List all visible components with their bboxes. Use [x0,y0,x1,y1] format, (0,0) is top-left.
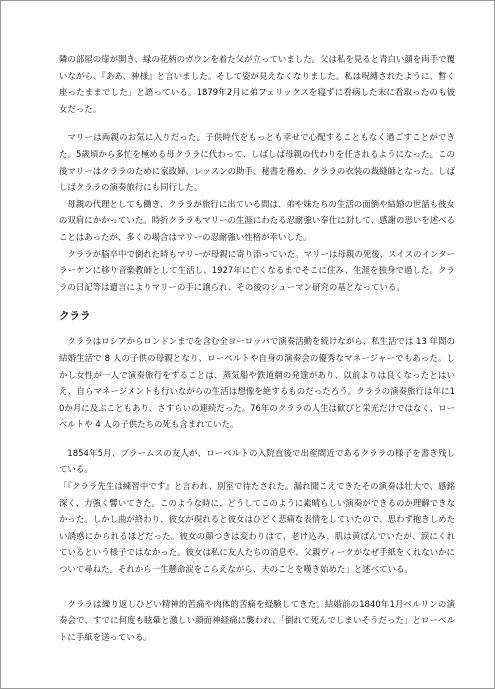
paragraph-marie-favorite: マリーは両親のお気に入りだった。子供時代をもっとも幸せで心配することもなく過ごすことができた。5歳頃から多忙を極める母クララに代わって、しばしば母親の代わりを任されるようになった。この後マリーはクララのために家政婦、レッスンの助手、秘書を務め、クララの衣装の裁縫師となった。しばしばクララの演奏旅行にも同行した。 [59,132,455,193]
paragraph-brahms-friend: 1854年5月、ブラームスの友人が、ローベルトの入院直後で出産間近であるクララの様子を書き残している。 [59,447,455,475]
paragraph-clara-suffering: クララは繰り返しひどい精神的苦痛や肉体的苦痛を経験してきた。結婚前の1840年1月ベルリンの演奏会で、すでに何度も眩暈と激しい顔面神経痛に襲われ、「倒れて死んでしまいそうだった」とローベルトに手紙を送っている。 [59,598,455,642]
paragraph-father-apparition: 隣の部屋の扉が開き、緑の花柄のガウンを着た父が立っていました。父は私を見ると青白い顔を両手で覆いながら、『ああ、神様』と言いました。そして姿が見えなくなりました。私は呪縛されたように、暫く座ったままでした」と語っている。1879年2月に弟フェリックスを寝ずに看病した末に看取ったのも彼女だった。 [59,54,455,114]
paragraph-marie-later-life: クララが脳卒中で倒れた時もマリーが母親に寄り添っていた。マリーは母親の死後、スイスのインターラーケンに移り音楽教師として生活し、1927年に亡くなるまでそこに住み、生涯を独身で過した。クララの日記等は遺言によりマリーの手に譲られ、その後のシューマン研究の基となっている。 [59,248,455,292]
paragraph-quote-practice: 「『クララ先生は練習中です』と言われ、別室で待たされた。漏れ聞こえてきたその演奏は壮大で、感銘深く、力強く響いてきた。このような時に、どうしてこのように素晴らしい演奏ができるのか理解できなかった。しかし曲が終わり、彼女が現れると彼女はひどく悲痛な表情をしていたので、思わず抱きしめたい誘惑にかられるほどだった。彼女の顔つきは変わりはて、老け込み、肌は黄ばんでいたが、涙にくれているという様子ではなかった。彼女は私に友人たちの消息や、父親ヴィークがなぜ手紙をくれないかについて尋ねた。それから一生懸命涙をこらえながら、夫のことを嘆き始めた」と述べている。 [59,481,455,575]
section-heading-clara: クララ [59,310,91,323]
paragraph-marie-proxy-mother: 母親の代理としても働き、クララが旅行に出ている間は、弟や妹たちの生活の面倒や結婚の世話も彼女の双肩にかかっていた。時折クララもマリーの生涯にわたる忍耐強い奉仕に対して、感謝の思いを述べることはあったが、多くの場合はマリーの忍耐強い性格が幸いした。 [59,198,455,242]
document-body [59,51,455,645]
paragraph-clara-career: クララはロシアからロンドンまでを含む全ヨーロッパで演奏活動を続けながら、私生活では 13 年間の結婚生活で 8 人の子供の母親となり、ローベルトや自身の演奏会の優秀なマネージャーでもあった。しかし女性が一人で演奏旅行をすることは、蒸気船や鉄道網の発達があり、以前よりは良くなったとはいえ、自らマネージメントも行いながらの生活は想像を絶するものだったろう。クララの演奏旅行は年に10か月に及ぶこともあり、さすらいの連続だった。76年のクララの人生は歓びと栄光だけではなく、ローベルトや 4 人の子供たちの死も含まれていた。 [59,336,455,430]
